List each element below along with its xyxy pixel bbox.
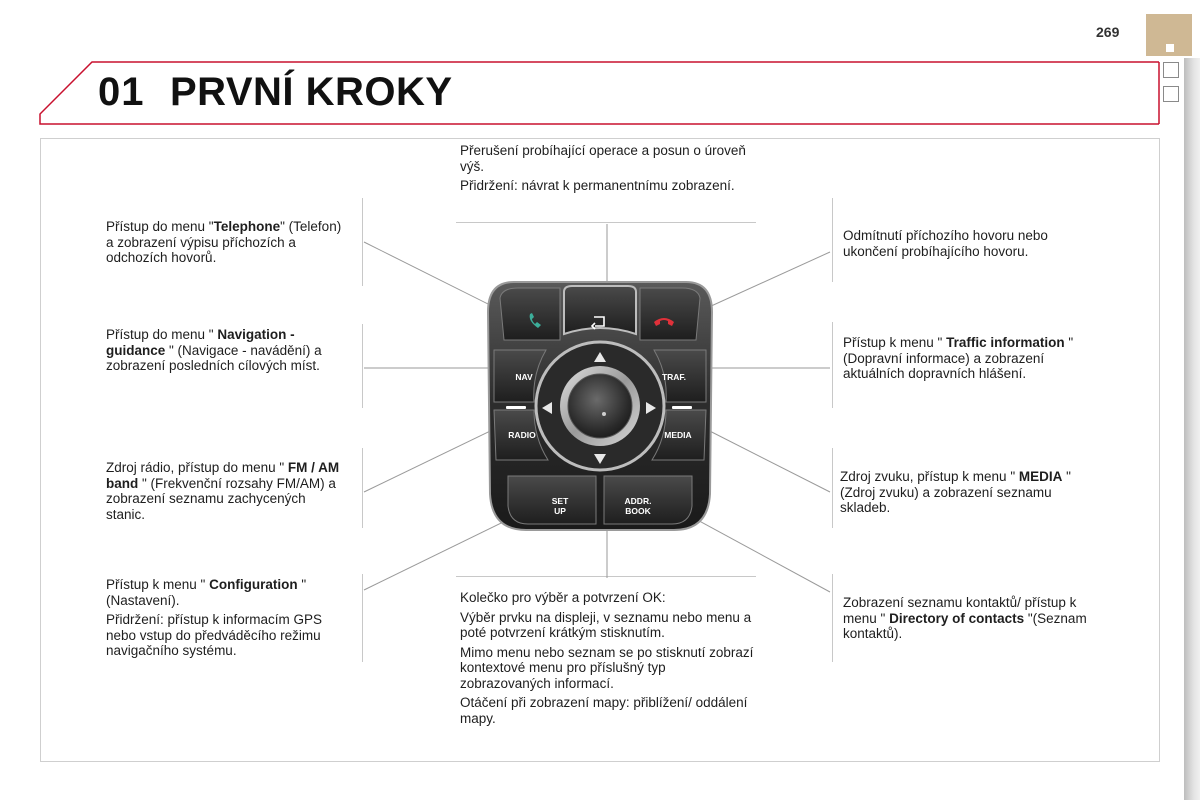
addr-label-line: ADDR.	[624, 496, 652, 506]
arrow-down-icon	[594, 454, 606, 464]
callout-text: Zdroj rádio, přístup do menu "	[106, 460, 288, 475]
callout-text: Otáčení při zobrazení mapy: přiblížení/ oddálení mapy.	[460, 695, 748, 726]
callout-text: " (Frekvenční rozsahy FM/AM) a zobrazení seznamu zachycených stanic.	[106, 475, 336, 522]
separator-line	[362, 448, 363, 528]
callout-text: Přístup do menu "	[106, 219, 214, 234]
callout-bold: Directory of contacts	[889, 610, 1025, 626]
separator-line	[832, 574, 833, 662]
setup-button-label	[540, 496, 580, 516]
separator-line	[832, 198, 833, 282]
callout-text: Odmítnutí příchozího hovoru nebo ukončení probíhajícího hovoru.	[843, 228, 1048, 259]
callout-text: Zobrazení seznamu kontaktů/ přístup k menu "	[843, 595, 1077, 626]
control-panel	[484, 278, 716, 534]
callout-configuration	[106, 577, 351, 663]
chapter-title: PRVNÍ KROKY	[170, 70, 453, 114]
back-arrow-icon	[590, 314, 610, 330]
chapter-number: 01	[98, 70, 145, 114]
phone-hangup-icon	[652, 314, 676, 328]
callout-text: Přidržení: přístup k informacím GPS nebo vstup do předváděcího režimu navigačního systému.	[106, 612, 323, 658]
callout-telephone	[106, 219, 346, 266]
callout-text: Přerušení probíhající operace a posun o úroveň výš.	[460, 143, 746, 174]
nav-button-label: NAV	[515, 372, 533, 382]
callout-text: "(Seznam kontaktů).	[843, 610, 1087, 641]
addr-label-line: BOOK	[625, 506, 651, 516]
separator-line	[832, 448, 833, 528]
callout-text: Kolečko pro výběr a potvrzení OK:	[460, 590, 666, 605]
separator-line	[362, 574, 363, 662]
dash-icon	[506, 406, 526, 409]
callout-traffic	[843, 335, 1098, 382]
callout-text: " (Nastavení).	[106, 577, 307, 608]
callout-text: Zdroj zvuku, přístup k menu "	[840, 469, 1019, 484]
arrow-up-icon	[594, 352, 606, 362]
callout-back	[460, 143, 760, 198]
arrow-right-icon	[646, 402, 656, 414]
page-number: 269	[1096, 24, 1120, 40]
callout-bold: FM / AM band	[106, 460, 340, 491]
callout-navigation	[106, 327, 346, 374]
side-bar	[1184, 58, 1200, 800]
callout-media	[840, 469, 1080, 516]
callout-text: " (Zdroj zvuku) a zobrazení seznamu skladeb.	[840, 469, 1071, 515]
callout-text: Přístup k menu "	[106, 577, 210, 592]
addr-book-button-label	[618, 496, 658, 516]
callout-hangup	[843, 228, 1098, 259]
callout-text: Přidržení: návrat k permanentnímu zobrazení.	[460, 178, 735, 193]
radio-button-label: RADIO	[508, 430, 536, 440]
callout-wheel	[460, 590, 760, 730]
callout-bold: Traffic information	[946, 335, 1065, 350]
callout-bold: MEDIA	[1018, 469, 1063, 484]
callout-text: Mimo menu nebo seznam se po stisknutí zobrazí kontextové menu pro příslušný typ zobrazovaných informací.	[460, 644, 754, 691]
callout-contacts	[843, 595, 1098, 642]
setup-label-line: UP	[554, 506, 566, 516]
separator-line	[456, 222, 756, 223]
separator-line	[362, 324, 363, 408]
callout-radio	[106, 460, 346, 522]
callout-bold: Telephone	[213, 219, 281, 234]
callout-text: Přístup do menu "	[106, 327, 218, 342]
callout-text: " (Telefon) a zobrazení výpisu příchozích a odchozích hovorů.	[106, 219, 342, 265]
callout-bold: Navigation - guidance	[106, 327, 295, 358]
callout-text: " (Navigace - navádění) a zobrazení posledních cílových míst.	[106, 342, 322, 373]
callout-text: Přístup k menu "	[843, 335, 947, 350]
callout-text: " (Dopravní informace) a zobrazení aktuálních dopravních hlášení.	[843, 335, 1074, 381]
dash-icon	[672, 406, 692, 409]
arrow-left-icon	[542, 402, 552, 414]
setup-label-line: SET	[551, 496, 569, 506]
callout-bold: Configuration	[209, 577, 298, 592]
separator-line	[456, 576, 756, 577]
traffic-button-label: TRAF.	[661, 372, 687, 382]
media-button-label: MEDIA	[664, 430, 692, 440]
callout-text: Výběr prvku na displeji, v seznamu nebo menu a poté potvrzení krátkým stisknutím.	[460, 609, 752, 640]
phone-pickup-icon	[526, 312, 544, 330]
separator-line	[832, 322, 833, 408]
separator-line	[362, 198, 363, 286]
